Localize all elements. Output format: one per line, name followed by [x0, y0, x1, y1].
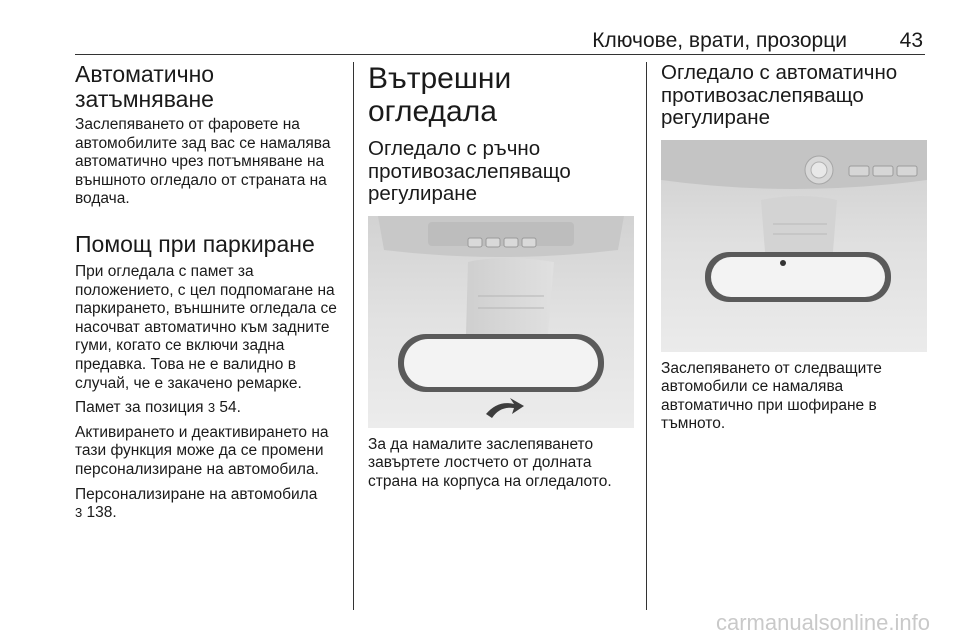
- paragraph-activation: Активирането и деактивирането на тази функция може да се промени персонализиране на автомобила.: [75, 423, 329, 478]
- reference-arrow-icon: 3: [207, 400, 216, 416]
- column-left: [75, 62, 347, 529]
- reference-page[interactable]: 138.: [86, 504, 117, 522]
- reference-arrow-icon: 3: [75, 505, 83, 521]
- paragraph-auto-dimming: Заслепяването от фаровете на автомобилите зад вас се намалява автоматично чрез потъмняване на външното огледало от страната на водача.: [75, 116, 331, 208]
- paragraph-position-memory: Памет за позиция 3 54.: [75, 399, 241, 417]
- paragraph-personalization: Персонализиране на автомобила 3 138.: [75, 485, 318, 522]
- column-divider-2: [646, 62, 647, 610]
- watermark-text: carmanualsonline.info: [715, 610, 930, 635]
- page-header: [75, 28, 925, 55]
- caption-automatic-mirror: Заслепяването от следващите автомобили се намалява автоматично при шофиране в тъмното.: [661, 359, 882, 433]
- automatic-mirror-illustration: [661, 140, 927, 352]
- page-number: 43: [899, 29, 923, 52]
- manual-mirror-illustration: [368, 216, 634, 428]
- reference-page[interactable]: 54.: [219, 399, 241, 417]
- subsection-title-manual-antiglare: Огледало с ръчно противозаслепяващо регулиране: [368, 137, 571, 205]
- section-title-interior-mirrors: Вътрешни огледала: [368, 62, 512, 128]
- section-title-auto-antiglare: Огледало с автоматично противозаслепяващо регулиране: [661, 61, 898, 129]
- section-title-parking-assist: Помощ при паркиране: [75, 230, 315, 257]
- automatic-mirror-drawing: [661, 140, 927, 352]
- chapter-title: Ключове, врати, прозорци: [592, 29, 847, 52]
- column-right: [661, 62, 927, 440]
- paragraph-parking-assist: При огледала с памет за положението, с цел подпомагане на паркирането, външните огледала се насочват автоматично към задните гуми, когато се включи задна предавка. Това не е валидно в случай, че е закачено ремарке.: [75, 262, 337, 392]
- column-middle: [368, 62, 634, 497]
- column-divider-1: [353, 62, 354, 610]
- caption-manual-mirror: За да намалите заслепяването завъртете лостчето от долната страна на корпуса на огледалото.: [368, 435, 612, 490]
- manual-mirror-drawing: [368, 216, 634, 428]
- section-title-auto-dimming: Автоматично затъмняване: [75, 61, 215, 112]
